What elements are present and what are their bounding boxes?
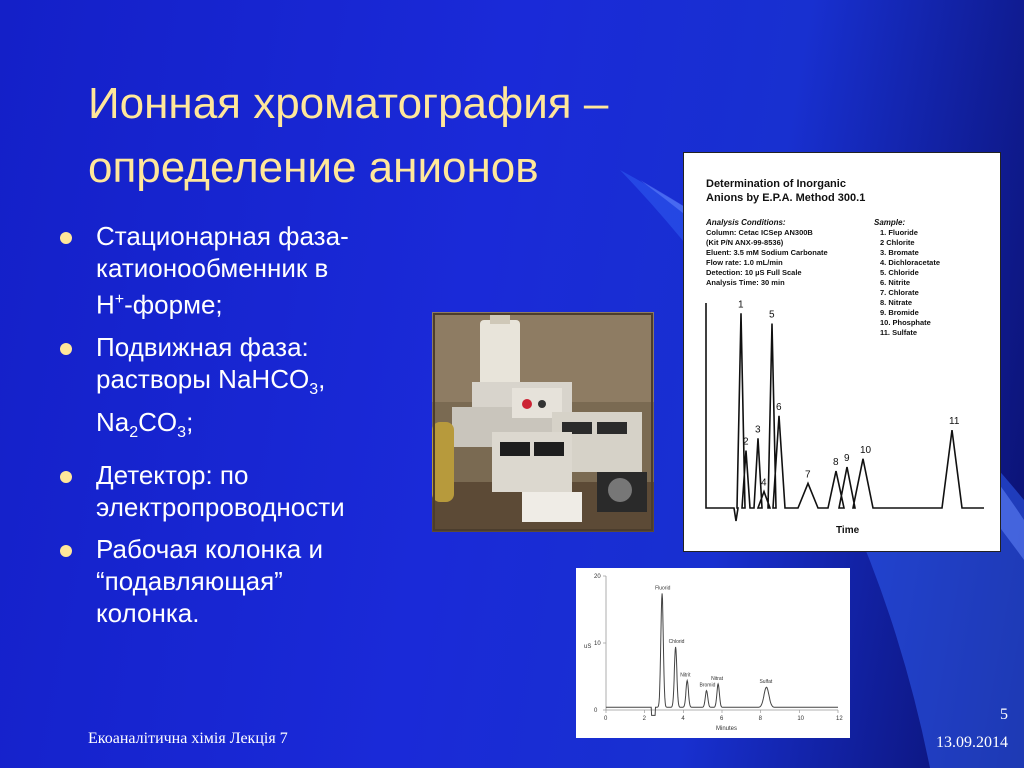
bullet-stationary-phase: [58, 220, 438, 321]
chart2-x-tick-label: 8: [758, 716, 763, 722]
slide-title: [88, 72, 688, 200]
chart2-peak-label: Nitrit: [680, 672, 691, 679]
chart1-peak-label: 1: [738, 299, 744, 311]
bullet-text: Рабочая колонка и: [96, 534, 324, 565]
chart1-peak-label: 9: [844, 453, 850, 464]
chart2-y-tick-label: 10: [594, 641, 601, 647]
bullet-dot: [60, 343, 72, 355]
chart2-x-tick-label: 0: [604, 716, 608, 722]
bullet-text-part: -форме;: [124, 289, 223, 320]
bullet-text: [96, 406, 438, 449]
bullet-text-part: растворы NaHCO: [96, 363, 310, 394]
epa-chromatogram: [683, 152, 1001, 552]
chart1-sample-item: 11. Sulfate: [880, 328, 918, 337]
chart2-peak-label: Nitrat: [711, 675, 724, 682]
bullet-text: катионообменник в: [96, 253, 329, 283]
chart1-sample-item: 8. Nitrate: [880, 298, 913, 307]
chart1-sample-list: [880, 228, 940, 337]
chart2-peak-label: Chlorid: [668, 639, 685, 646]
chart1-peak-label: 3: [755, 424, 761, 436]
chart1-sample-item: 5. Chloride: [880, 268, 919, 277]
bullet-text-part: H: [96, 289, 115, 320]
chart1-peak-label: 2: [743, 436, 749, 448]
chart1-sample-item: 4. Dichloracetate: [880, 258, 941, 267]
bullet-text: [96, 284, 438, 321]
subscript: 3: [177, 424, 187, 442]
chart2-trace: [606, 593, 838, 715]
chromatograph-photo: [432, 312, 654, 532]
bullet-dot: [60, 545, 72, 557]
chart2-y-tick-label: 0: [594, 708, 598, 714]
bullet-text-part: ;: [186, 406, 194, 437]
footer-date: 13.09.2014: [936, 734, 1008, 751]
chart1-sample-item: 9. Bromide: [880, 308, 919, 317]
bullet-text: колонка.: [96, 598, 200, 629]
chart1-condition-line: Column: Cetac ICSep AN300B: [706, 228, 813, 237]
chart1-condition-line: Flow rate: 1.0 mL/min: [706, 258, 783, 267]
title-line-2: определение анионов: [88, 143, 539, 192]
chart2-y-tick-label: 20: [594, 574, 601, 580]
chart2-peak-label: Bromid: [699, 682, 716, 689]
chart1-peak-label: 7: [805, 469, 811, 481]
chart1-peak-label: 11: [949, 416, 960, 428]
chart2-x-tick-label: 12: [836, 716, 843, 722]
bullet-text: [96, 363, 438, 406]
bullet-text: Детектор: по: [96, 460, 249, 491]
chart1-sample-header: Sample:: [874, 218, 906, 227]
chart2-peak-label: Fluorid: [655, 585, 671, 592]
bullet-detector: [58, 459, 438, 523]
bullet-text-part: ,: [318, 363, 326, 394]
bullet-text: электропроводности: [96, 492, 345, 523]
slide-number: 5: [1000, 706, 1008, 723]
chart1-peak-label: 8: [833, 457, 839, 469]
chart2-peak-label: Sulfat: [759, 679, 773, 686]
chart1-condition-line: Eluent: 3.5 mM Sodium Carbonate: [706, 248, 828, 257]
chart1-peak-label: 6: [776, 401, 782, 413]
chart1-condition-line: Detection: 10 µS Full Scale: [706, 268, 802, 277]
chart2-x-tick-label: 10: [797, 716, 805, 722]
chart1-title-line-1: Determination of Inorganic: [706, 178, 846, 190]
chart2-x-ticks: [604, 710, 843, 722]
chart2-xlabel: Minutes: [716, 726, 738, 732]
chart2-ylabel: uS: [584, 644, 592, 650]
chart2-peak-labels: [655, 585, 773, 688]
anion-chromatogram: [576, 568, 850, 738]
chart1-peak-label: 4: [761, 477, 767, 489]
chart1-sample-item: 10. Phosphate: [880, 318, 931, 327]
chart1-conditions: [706, 228, 828, 287]
bullet-text-part: CO: [138, 406, 178, 437]
footer-course: Екоаналітична хімія Лекція 7: [88, 730, 288, 747]
chart2-x-tick-label: 4: [681, 716, 685, 722]
bullet-list: [58, 220, 438, 639]
chart1-sample-item: 6. Nitrite: [880, 278, 911, 287]
bullet-mobile-phase: [58, 331, 438, 449]
chart1-title-line-2: Anions by E.P.A. Method 300.1: [706, 192, 866, 204]
chart1-peak-label: 10: [860, 444, 872, 456]
bullet-text: Стационарная фаза-: [96, 221, 349, 251]
chart1-conditions-header: Analysis Conditions:: [706, 218, 786, 227]
bullet-text: “подавляющая”: [96, 566, 283, 597]
chart1-condition-line: Analysis Time: 30 min: [706, 278, 785, 287]
bullet-columns: [58, 533, 438, 629]
superscript: +: [114, 291, 125, 308]
bullet-dot: [60, 232, 72, 244]
chart1-trace: [706, 303, 984, 521]
chart1-condition-line: (Kit P/N ANX-99-8536): [706, 238, 784, 247]
bullet-text: Подвижная фаза:: [96, 331, 309, 362]
subscript: 3: [309, 380, 319, 398]
chart1-sample-item: 3. Bromate: [880, 248, 919, 257]
chart2-x-tick-label: 6: [720, 716, 724, 722]
chart1-xlabel: Time: [836, 525, 860, 536]
bullet-dot: [60, 471, 72, 483]
chart1-sample-item: 2 Chlorite: [880, 238, 915, 247]
subscript: 2: [129, 424, 139, 442]
chart1-sample-item: 1. Fluoride: [880, 228, 918, 237]
chart1-peak-label: 5: [769, 309, 775, 321]
title-line-1: Ионная хроматография –: [88, 79, 609, 128]
chart2-x-tick-label: 2: [642, 716, 647, 722]
bullet-text-part: Na: [96, 406, 130, 437]
chart1-sample-item: 7. Chlorate: [880, 288, 919, 297]
chart2-y-ticks: [594, 574, 606, 714]
